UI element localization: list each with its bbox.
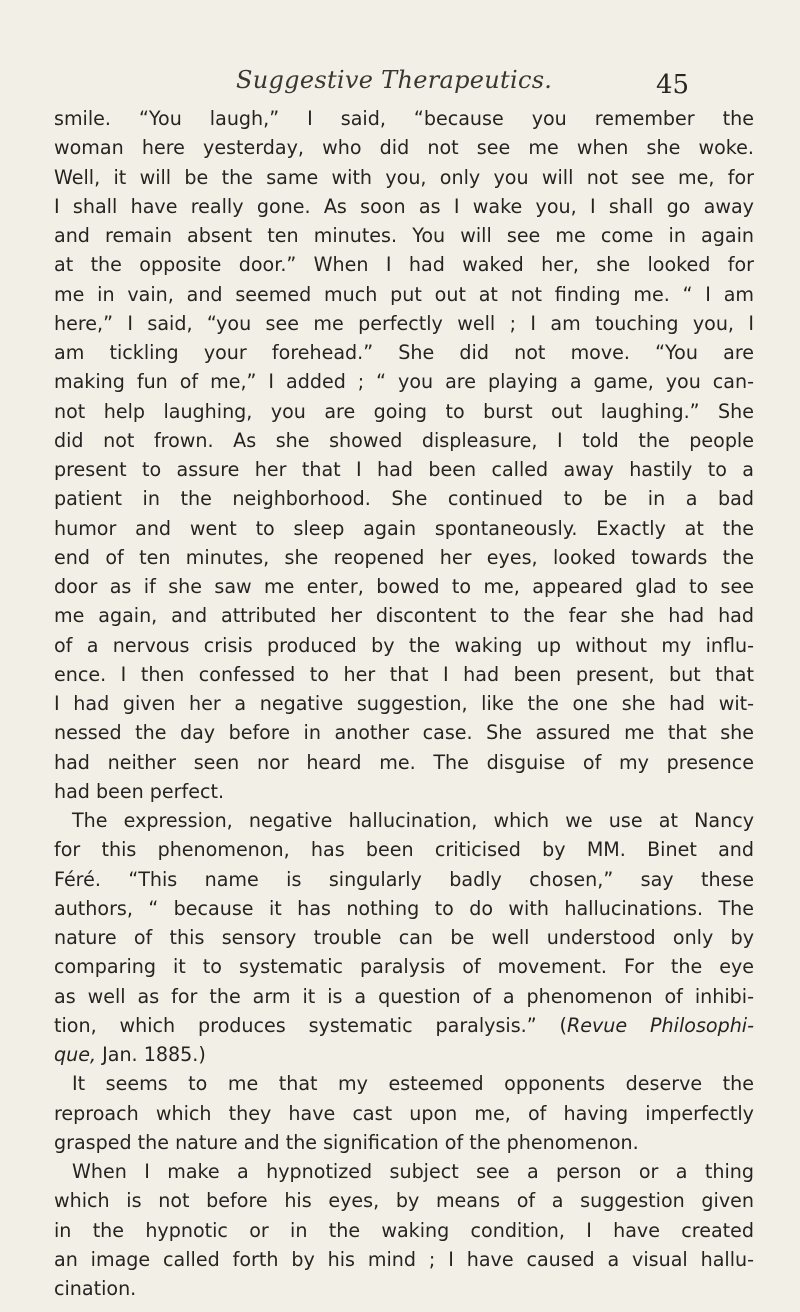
text-line — [54, 806, 754, 835]
text-line — [54, 543, 754, 572]
line-text: door as if she saw me enter, bowed to me, appeared glad to see — [54, 575, 754, 598]
line-text: which is not before his eyes, by means of a suggestion given — [54, 1189, 754, 1213]
line-text: It seems to me that my esteemed opponents deserve the — [72, 1072, 754, 1096]
line-text: The expression, negative hallucination, which we use at Nancy — [72, 809, 754, 832]
text-line — [54, 894, 754, 923]
line-text: here,” I said, “you see me perfectly well ; I am touching you, I — [54, 311, 754, 335]
text-line — [54, 280, 754, 309]
line-text: grasped the nature and the signification of the phenomenon. — [54, 1130, 639, 1154]
line-text: I had given her a negative suggestion, like the one she had wit- — [54, 692, 754, 715]
text-line — [54, 192, 754, 221]
page-number: 45 — [656, 70, 690, 100]
text-line — [54, 1186, 754, 1215]
line-text: me again, and attributed her discontent to the fear she had had — [54, 604, 754, 628]
line-text: nessed the day before in another case. She assured me that she — [54, 721, 754, 745]
line-text: at the opposite door.” When I had waked her, she looked for — [54, 253, 754, 277]
text-line — [54, 1245, 754, 1274]
line-text: in the hypnotic or in the waking condition, I have created — [54, 1218, 754, 1242]
text-line — [54, 484, 754, 513]
line-text: present to assure her that I had been called away hastily to a — [54, 458, 754, 481]
line-text: as well as for the arm it is a question of a phenomenon of inhibi- — [54, 984, 754, 1008]
text-line — [54, 367, 754, 396]
line-text: smile. “You laugh,” I said, “because you remember the — [54, 107, 754, 130]
text-line — [54, 250, 754, 279]
text-line — [54, 1274, 754, 1303]
line-text: making fun of me,” I added ; “ you are playing a game, you can- — [54, 370, 754, 394]
body-text — [54, 104, 754, 1303]
text-line — [54, 426, 754, 455]
text-line — [54, 777, 754, 806]
line-text: cination. — [54, 1277, 137, 1300]
text-line — [54, 514, 754, 543]
text-line — [54, 338, 754, 367]
text-line — [54, 133, 754, 162]
text-line — [54, 455, 754, 484]
line-text: and remain absent ten minutes. You will see me come in again — [54, 224, 754, 247]
line-text: did not frown. As she showed displeasure, I told the people — [54, 428, 754, 452]
text-line — [54, 397, 754, 426]
text-line — [54, 1011, 754, 1040]
text-line — [54, 631, 754, 660]
text-line — [54, 104, 754, 133]
line-text: humor and went to sleep again spontaneously. Exactly at the — [54, 516, 754, 540]
text-line — [54, 1040, 754, 1069]
line-text: When I make a hypnotized subject see a person or a thing — [72, 1160, 754, 1183]
text-line — [54, 163, 754, 192]
line-text-tail: Jan. 1885.) — [96, 1043, 206, 1066]
line-text: woman here yesterday, who did not see me when she woke. — [54, 136, 754, 160]
line-text: comparing it to systematic paralysis of movement. For the eye — [54, 955, 754, 979]
text-line — [54, 923, 754, 952]
line-text: had neither seen nor heard me. The disguise of my presence — [54, 750, 754, 774]
text-line — [54, 572, 754, 601]
text-line — [54, 601, 754, 630]
line-text: me in vain, and seemed much put out at not finding me. “ I am — [54, 282, 754, 306]
line-text: not help laughing, you are going to burst out laughing.” She — [54, 399, 754, 423]
line-text: Féré. “This name is singularly badly chosen,” say these — [54, 867, 754, 891]
text-line — [54, 748, 754, 777]
page-header — [0, 64, 800, 104]
line-text: had been perfect. — [54, 779, 225, 803]
running-head: Suggestive Therapeutics. — [236, 66, 553, 94]
text-line — [54, 309, 754, 338]
line-text: authors, “ because it has nothing to do with hallucinations. The — [54, 896, 754, 920]
line-text: an image called forth by his mind ; I have caused a visual hallu- — [54, 1247, 754, 1271]
text-line — [54, 835, 754, 864]
text-line — [54, 865, 754, 894]
text-line — [54, 718, 754, 747]
italic-citation: que, — [54, 1043, 97, 1066]
text-line — [54, 982, 754, 1011]
italic-citation: Revue Philosophi- — [566, 1013, 754, 1037]
line-text: tion, which produces systematic paralysis.” ( — [54, 1013, 567, 1037]
text-line — [54, 689, 754, 718]
text-line — [54, 1216, 754, 1245]
text-line — [54, 952, 754, 981]
line-text: Well, it will be the same with you, only you will not see me, for — [54, 165, 754, 189]
line-text: patient in the neighborhood. She continued to be in a bad — [54, 487, 754, 511]
line-text: end of ten minutes, she reopened her eyes, looked towards the — [54, 545, 754, 569]
text-line — [54, 221, 754, 250]
text-line — [54, 1128, 754, 1157]
text-line — [54, 1069, 754, 1098]
line-text: nature of this sensory trouble can be well understood only by — [54, 926, 754, 949]
line-text: I shall have really gone. As soon as I wake you, I shall go away — [54, 194, 754, 218]
line-text: reproach which they have cast upon me, of having imperfectly — [54, 1101, 754, 1125]
line-text: ence. I then confessed to her that I had been present, but that — [54, 662, 754, 686]
text-line — [54, 1099, 754, 1128]
line-text: of a nervous crisis produced by the waking up without my influ- — [54, 633, 754, 657]
line-text: for this phenomenon, has been criticised by MM. Binet and — [54, 838, 754, 862]
line-text: am tickling your forehead.” She did not move. “You are — [54, 341, 754, 364]
text-line — [54, 660, 754, 689]
text-line — [54, 1157, 754, 1186]
